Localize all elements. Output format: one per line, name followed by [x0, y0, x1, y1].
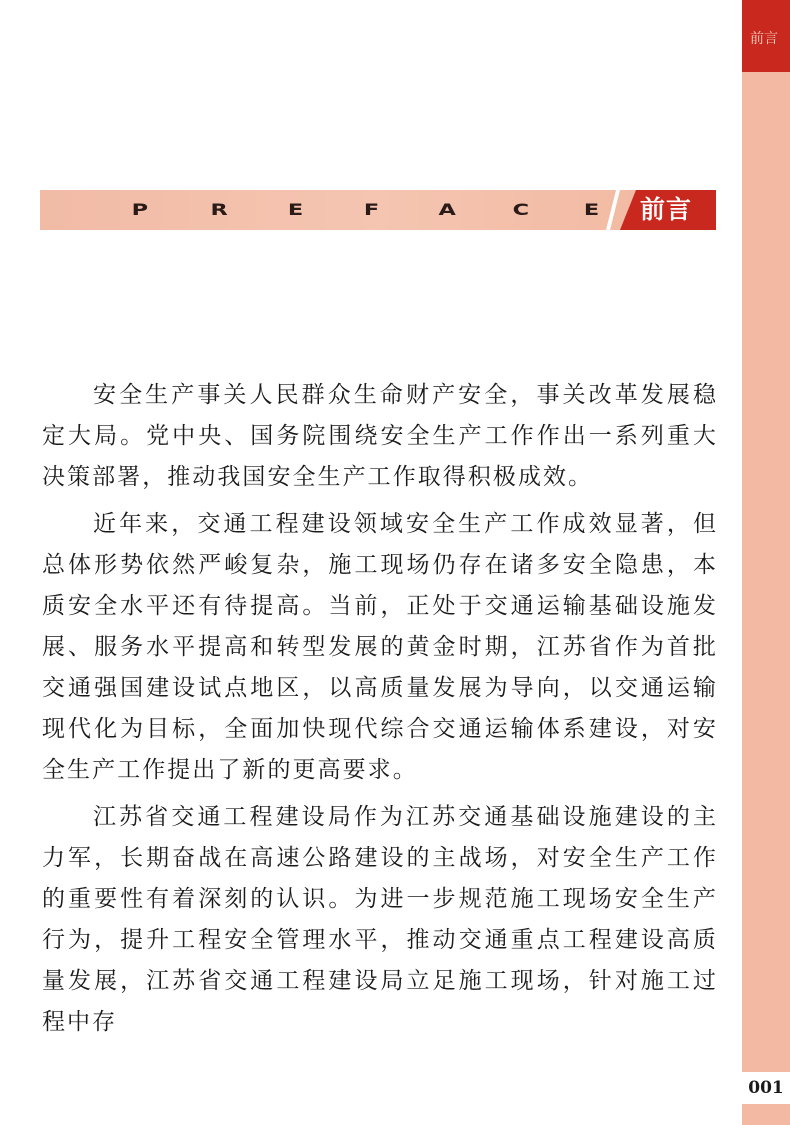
preface-letter: E — [287, 200, 304, 219]
paragraph: 江苏省交通工程建设局作为江苏交通基础设施建设的主力军，长期奋战在高速公路建设的主战场，对安全生产工作的重要性有着深刻的认识。为进一步规范施工现场安全生产行为，提升工程安全管理水平，推动交通重点工程建设高质量发展，江苏省交通工程建设局立足施工现场，针对施工过程中存 — [42, 804, 718, 1035]
side-tab-label: 前言 — [750, 31, 778, 47]
preface-letter: C — [512, 200, 530, 219]
preface-letter: A — [438, 200, 456, 219]
page-number: 001 — [742, 1072, 790, 1104]
preface-letter: R — [210, 200, 228, 219]
paragraph: 安全生产事关人民群众生命财产安全，事关改革发展稳定大局。党中央、国务院围绕安全生产工作作出一系列重大决策部署，推动我国安全生产工作取得积极成效。 — [42, 382, 718, 490]
preface-letter: E — [583, 200, 600, 219]
preface-letter: P — [131, 200, 149, 219]
side-strip — [742, 0, 790, 1125]
preface-letter: F — [363, 200, 380, 219]
preface-letters — [40, 190, 620, 230]
paragraph: 近年来，交通工程建设领域安全生产工作成效显著，但总体形势依然严峻复杂，施工现场仍存在诸多安全隐患，本质安全水平还有待提高。当前，正处于交通运输基础设施发展、服务水平提高和转型发展的黄金时期，江苏省作为首批交通强国建设试点地区，以高质量发展为导向，以交通运输现代化为目标，全面加快现代综合交通运输体系建设，对安全生产工作提出了新的更高要求。 — [42, 511, 718, 783]
body-text — [42, 375, 718, 1049]
banner-title: 前言 — [640, 195, 693, 224]
